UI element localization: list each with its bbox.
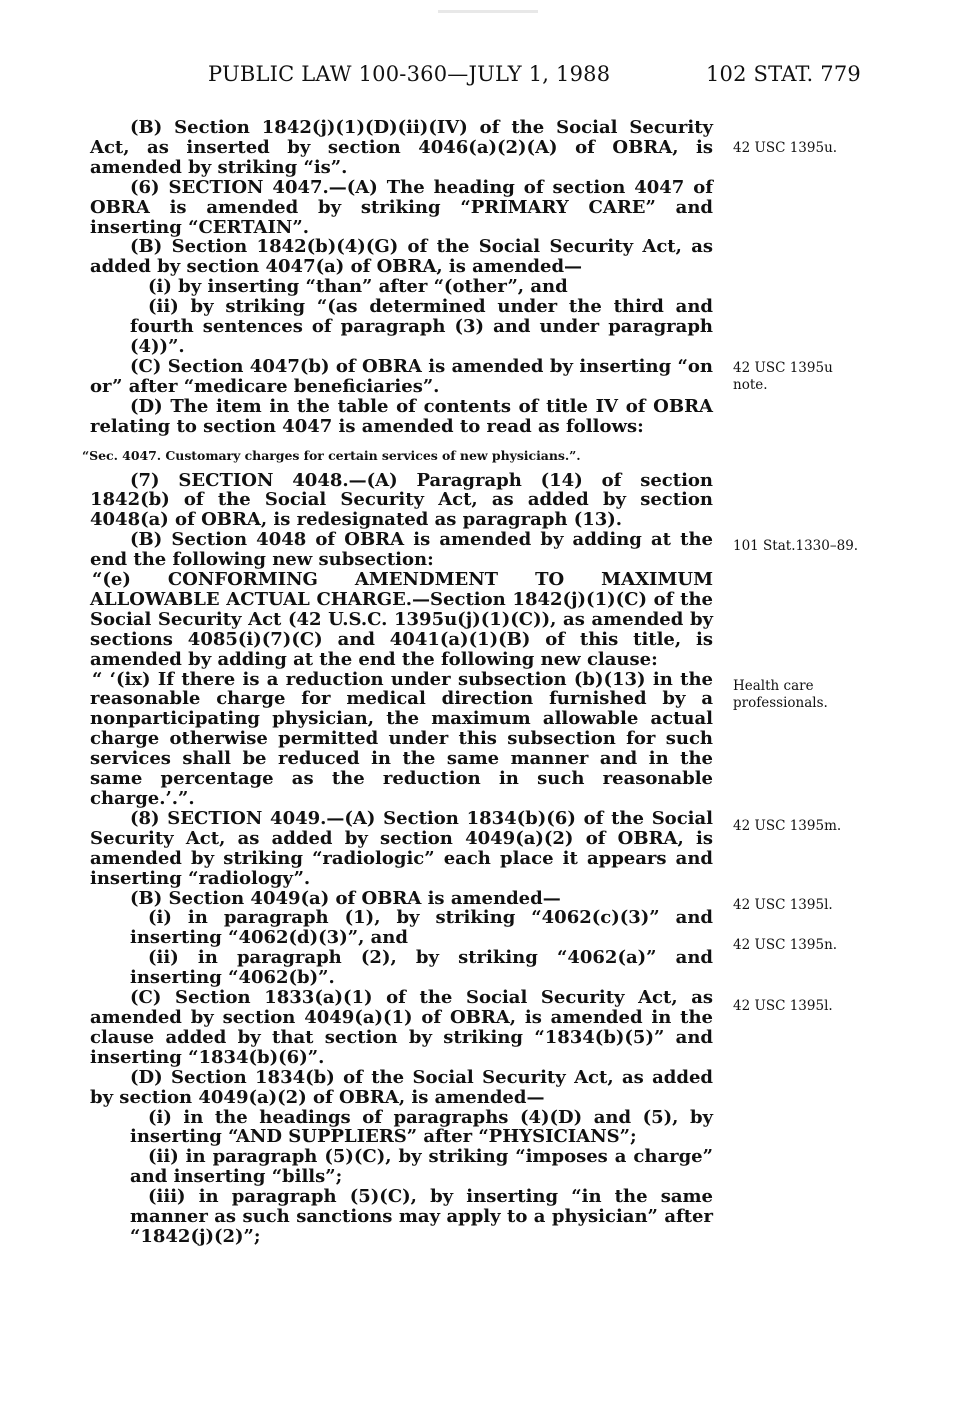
statute-body [82, 117, 713, 1247]
clause-4047-b-i: (i) by inserting “than” after “(other”, and [148, 276, 568, 298]
paragraph-section-4049: (8) SECTION 4049.—(A) Section 1834(b)(6) of the Social Security Act, as added by section 4049(a)(2) of OBRA, is amended by striking “radiologic” each place it appears and inserting “radiology”. [90, 807, 713, 889]
clause-4049-d-ii: (ii) in paragraph (5)(C), by striking “imposes a charge” and inserting “bills”; [130, 1146, 713, 1188]
paragraph-4049-d: (D) Section 1834(b) of the Social Security Act, as added by section 4049(a)(2) of OBRA, is amended— [90, 1066, 713, 1108]
clause-ix: “ ‘(ix) If there is a reduction under subsection (b)(13) in the reasonable charge for medical direction furnished by a nonparticipating physician, the maximum allowable actual charge otherwise permitted under this subsection for such services shall be reduced in the same manner and in the same percentage as the reduction in such reasonable charge.’.”. [90, 668, 713, 809]
paragraph-5b: (B) Section 1842(j)(1)(D)(ii)(IV) of the Social Security Act, as inserted by section 4046(a)(2)(A) of OBRA, is amended by striking “is”. [90, 117, 713, 178]
paragraph-4049-b: (B) Section 4049(a) of OBRA is amended— [130, 887, 561, 909]
paragraph-4047-d: (D) The item in the table of contents of title IV of OBRA relating to section 4047 is amended to read as follows: [90, 395, 713, 437]
clause-4049-b-ii: (ii) in paragraph (2), by striking “4062(a)” and inserting “4062(b)”. [130, 947, 713, 989]
table-of-contents-entry: “Sec. 4047. Customary charges for certain services of new physicians.”. [82, 447, 581, 463]
clause-4047-b-ii: (ii) by striking “(as determined under the third and fourth sentences of paragraph (3) and under paragraph (4))”. [130, 296, 713, 357]
margin-note-usc-1395u-note: 42 USC 1395u note. [733, 360, 833, 393]
margin-note-health-care: Health care professionals. [733, 678, 828, 711]
margin-note-usc-1395l-a: 42 USC 1395l. [733, 897, 833, 913]
header-page-number: 102 STAT. 779 [706, 62, 861, 86]
margin-note-usc-1395n: 42 USC 1395n. [733, 937, 838, 953]
clause-4049-b-i: (i) in paragraph (1), by striking “4062(c)(3)” and inserting “4062(d)(3)”, and [130, 907, 713, 949]
clause-4049-d-iii: (iii) in paragraph (5)(C), by inserting “in the same manner as such sanctions may apply to a physician” after “1842(j)(2)”; [130, 1186, 713, 1247]
paragraph-section-4048: (7) SECTION 4048.—(A) Paragraph (14) of section 1842(b) of the Social Security Act, as added by section 4048(a) of OBRA, is redesignated as paragraph (13). [90, 469, 713, 531]
paragraph-4049-c: (C) Section 1833(a)(1) of the Social Security Act, as amended by section 4049(a)(1) of OBRA, is amended in the clause added by that section by striking “1834(b)(5)” and inserting “1834(b)(6)”. [90, 987, 713, 1068]
paragraph-4047-c: (C) Section 4047(b) of OBRA is amended by inserting “on or” after “medicare beneficiaries”. [90, 355, 713, 397]
header-title: PUBLIC LAW 100-360—JULY 1, 1988 [208, 62, 611, 86]
subsection-4048-e: “(e) CONFORMING AMENDMENT TO MAXIMUM ALLOWABLE ACTUAL CHARGE.—Section 1842(j)(1)(C) of the Social Security Act (42 U.S.C. 1395u(j)(1)(C)), as amended by sections 4085(i)(7)(C) and 4041(a)(1)(B) of this title, is amended by adding at the end the following new clause: [90, 569, 713, 670]
margin-note-usc-1395l-b: 42 USC 1395l. [733, 998, 833, 1014]
paragraph-4047-b: (B) Section 1842(b)(4)(G) of the Social Security Act, as added by section 4047(a) of OBRA, is amended— [90, 236, 713, 278]
paragraph-4048-b: (B) Section 4048 of OBRA is amended by adding at the end the following new subsection: [90, 529, 713, 571]
scan-smudge [438, 10, 538, 13]
clause-4049-d-i: (i) in the headings of paragraphs (4)(D) and (5), by inserting “AND SUPPLIERS” after “PHYSICIANS”; [130, 1106, 713, 1148]
margin-note-usc-1395u: 42 USC 1395u. [733, 140, 838, 156]
margin-note-usc-1395m: 42 USC 1395m. [733, 818, 842, 834]
paragraph-section-4047: (6) SECTION 4047.—(A) The heading of section 4047 of OBRA is amended by striking “PRIMARY CARE” and inserting “CERTAIN”. [90, 176, 713, 238]
running-header [0, 62, 967, 98]
margin-note-stat-1330-89: 101 Stat.1330–89. [733, 538, 859, 554]
